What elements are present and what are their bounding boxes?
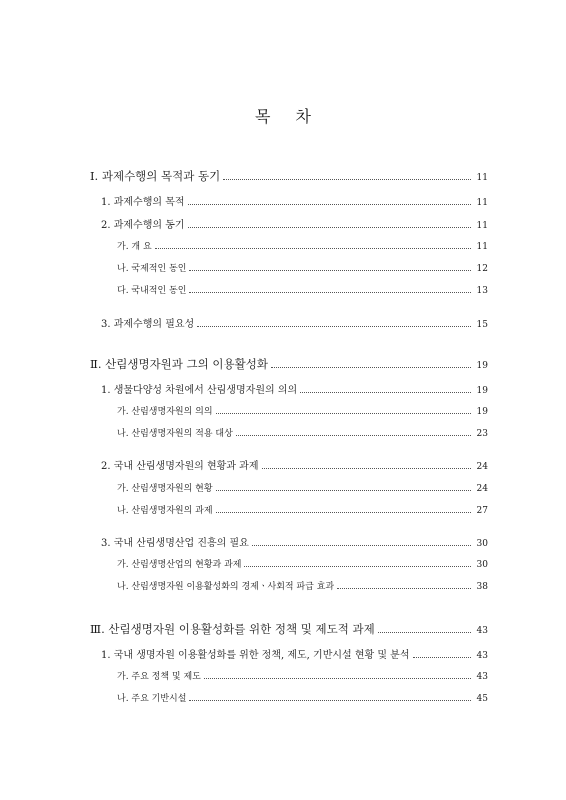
dot-leader bbox=[155, 248, 471, 249]
toc-page-number: 43 bbox=[476, 651, 488, 661]
toc-section-1-3[interactable] bbox=[101, 315, 488, 330]
toc-chapter-3[interactable] bbox=[90, 621, 488, 637]
toc-entry-label: 나. 산림생명자원의 과제 bbox=[117, 506, 213, 516]
toc-page-number: 30 bbox=[476, 539, 488, 549]
toc-subsection-2-3-b[interactable] bbox=[117, 579, 488, 592]
toc-page-number: 23 bbox=[476, 429, 488, 439]
dot-leader bbox=[262, 468, 472, 469]
page-title: 목 차 bbox=[255, 107, 321, 126]
toc-entry-label: 가. 산림생명산업의 현황과 과제 bbox=[117, 560, 242, 570]
dot-leader bbox=[216, 413, 471, 414]
toc-subsection-1-2-b[interactable] bbox=[117, 261, 488, 274]
toc-entry-label: 3. 과제수행의 필요성 bbox=[101, 319, 195, 330]
dot-leader bbox=[189, 270, 471, 271]
toc-page-number: 19 bbox=[476, 386, 488, 396]
toc-page-number: 38 bbox=[476, 582, 488, 592]
toc-page-number: 24 bbox=[476, 462, 488, 472]
toc-section-1-1[interactable] bbox=[101, 193, 488, 208]
toc-page-number: 24 bbox=[476, 484, 488, 494]
toc-section-2-2[interactable] bbox=[101, 457, 488, 472]
toc-subsection-3-1-b[interactable] bbox=[117, 691, 488, 704]
toc-subsection-2-1-a[interactable] bbox=[117, 404, 488, 417]
toc-subsection-2-1-b[interactable] bbox=[117, 426, 488, 439]
toc-page-number: 11 bbox=[476, 221, 488, 231]
toc-entry-label: 나. 산림생명자원의 적용 대상 bbox=[117, 429, 233, 439]
toc-section-2-1[interactable] bbox=[101, 381, 488, 396]
dot-leader bbox=[197, 326, 471, 327]
toc-page-number: 13 bbox=[476, 286, 488, 296]
dot-leader bbox=[204, 678, 471, 679]
toc-subsection-2-3-a[interactable] bbox=[117, 557, 488, 570]
toc-entry-label: 나. 산림생명자원 이용활성화의 경제ㆍ사회적 파급 효과 bbox=[117, 582, 335, 592]
dot-leader bbox=[188, 227, 471, 228]
toc-entry-label: 1. 과제수행의 목적 bbox=[101, 197, 185, 208]
toc-page-number: 11 bbox=[476, 242, 488, 252]
toc-subsection-1-2-a[interactable] bbox=[117, 239, 488, 252]
toc-page-number: 43 bbox=[476, 672, 488, 682]
toc-entry-label: 1. 생물다양성 차원에서 산림생명자원의 의의 bbox=[101, 385, 298, 396]
dot-leader bbox=[244, 566, 471, 567]
dot-leader bbox=[300, 392, 471, 393]
dot-leader bbox=[189, 292, 471, 293]
toc-section-1-2[interactable] bbox=[101, 216, 488, 231]
toc-page-number: 19 bbox=[476, 407, 488, 417]
toc-entry-label: 3. 국내 산림생명산업 진흥의 필요 bbox=[101, 538, 249, 549]
dot-leader bbox=[378, 632, 471, 633]
toc-page-number: 45 bbox=[476, 694, 488, 704]
dot-leader bbox=[271, 367, 471, 368]
dot-leader bbox=[188, 204, 471, 205]
toc-page-number: 12 bbox=[476, 264, 488, 274]
toc-page-number: 43 bbox=[476, 626, 488, 636]
dot-leader bbox=[216, 490, 471, 491]
toc-entry-label: 2. 국내 산림생명자원의 현황과 과제 bbox=[101, 461, 259, 472]
toc-subsection-2-2-b[interactable] bbox=[117, 503, 488, 516]
toc-page-number: 15 bbox=[476, 320, 488, 330]
toc-chapter-2[interactable] bbox=[90, 356, 488, 372]
toc-entry-label: Ⅲ. 산림생명자원 이용활성화를 위한 정책 및 제도적 과제 bbox=[90, 622, 375, 636]
toc-entry-label: 가. 산림생명자원의 현황 bbox=[117, 484, 213, 494]
dot-leader bbox=[223, 179, 471, 180]
dot-leader bbox=[337, 588, 471, 589]
dot-leader bbox=[252, 545, 471, 546]
dot-leader bbox=[236, 435, 471, 436]
toc-entry-label: Ⅰ. 과제수행의 목적과 동기 bbox=[90, 169, 221, 183]
toc-section-2-3[interactable] bbox=[101, 534, 488, 549]
toc-page-number: 11 bbox=[476, 173, 488, 183]
toc-subsection-3-1-a[interactable] bbox=[117, 669, 488, 682]
toc-entry-label: 나. 국제적인 동인 bbox=[117, 264, 187, 274]
dot-leader bbox=[189, 700, 471, 701]
toc-page-number: 11 bbox=[476, 198, 488, 208]
toc-entry-label: 가. 주요 정책 및 제도 bbox=[117, 672, 201, 682]
toc-subsection-2-2-a[interactable] bbox=[117, 481, 488, 494]
toc-chapter-1[interactable] bbox=[90, 168, 488, 184]
toc-entry-label: 다. 국내적인 동인 bbox=[117, 286, 187, 296]
dot-leader bbox=[216, 512, 471, 513]
toc-entry-label: 가. 산림생명자원의 의의 bbox=[117, 407, 213, 417]
toc-entry-label: 나. 주요 기반시설 bbox=[117, 694, 187, 704]
toc-page-number: 19 bbox=[476, 361, 488, 371]
toc-page-number: 30 bbox=[476, 560, 488, 570]
toc-entry-label: 2. 과제수행의 동기 bbox=[101, 220, 185, 231]
dot-leader bbox=[413, 657, 471, 658]
toc-entry-label: 가. 개 요 bbox=[117, 242, 152, 252]
toc-section-3-1[interactable] bbox=[101, 646, 488, 661]
toc-entry-label: Ⅱ. 산림생명자원과 그의 이용활성화 bbox=[90, 357, 268, 371]
toc-entry-label: 1. 국내 생명자원 이용활성화를 위한 정책, 제도, 기반시설 현황 및 분석 bbox=[101, 650, 410, 661]
toc-page-number: 27 bbox=[476, 506, 488, 516]
toc-subsection-1-2-c[interactable] bbox=[117, 283, 488, 296]
